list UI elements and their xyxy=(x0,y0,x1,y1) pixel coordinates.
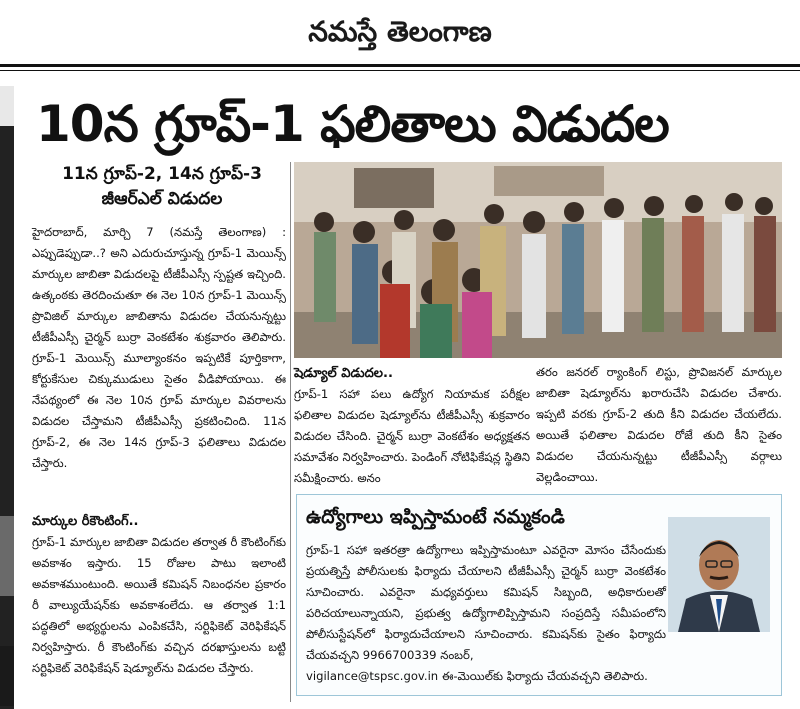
subhead-line: జీఆర్‌ఎల్ విడుదల xyxy=(101,189,223,209)
schedule-heading: షెడ్యూల్ విడుదల.. xyxy=(294,366,393,381)
masthead-rule xyxy=(0,64,800,67)
section-heading: మార్కుల రీకౌంటింగ్.. xyxy=(32,514,139,529)
column-divider xyxy=(290,162,291,702)
strip-block xyxy=(0,86,14,126)
masthead-title: నమస్తే తెలంగాణ xyxy=(308,15,492,48)
section-body: గ్రూప్-1 మార్కుల జాబితా విడుదల తర్వాత రీ కౌంటింగ్‌కు అవకాశం ఇస్తారు. 15 రోజుల పాటు ఇలాంటి అవకాశముంటుంది. అయితే కమిషన్ నిబంధనల ప్రకారం రీ వాల్యుయేషన్‌కు అవకాశంలేదు. ఆ తర్వాత 1:1 పద్ధతిలో అభ్యర్థులను ఎంపికచేసి, సర్టిఫికెట్ వెరిఫికేషన్ నిర్వహిస్తారు. రీ కౌంటింగ్‌కు వచ్చిన దరఖాస్తులను బట్టి సర్టిఫికెట్ వెరిఫికేషన్ షెడ్యూల్‌ను విడుదల చేస్తారు. xyxy=(32,535,286,675)
crowd-photo-illustration xyxy=(294,162,782,358)
portrait-illustration xyxy=(668,517,770,632)
notice-box-title: ఉద్యోగాలు ఇప్పిస్తామంటే నమ్మకండి xyxy=(306,506,565,528)
strip-block xyxy=(0,516,14,596)
article-intro: హైదరాబాద్, మార్చి 7 (నమస్తే తెలంగాణ) : ఎప్పుడెప్పుడా..? అని ఎదురుచూస్తున్న గ్రూప్-1 మెయిన్స్ మార్కుల జాబితా విడుదలపై టీజీపీఎస్సీ స్పష్టత ఇచ్చింది. ఉత్కంఠకు తెరదించుతూ ఈ నెల 10న గ్రూప్-1 మెయిన్స్ ప్రొవిజిల్ మార్కుల జాబితాను విడుదల చేయనున్నట్టు టీజీపీఎస్సీ చైర్మన్ బుర్రా వెంకటేశం శుక్రవారం తెలిపారు. గ్రూప్-1 మెయిన్స్ మూల్యాంకనం ఇప్పటికే పూర్తికాగా, కోర్టుకేసుల చిక్కుముడులు సైతం వీడిపోయాయి. ఈ నేపథ్యంలో ఈ నెల 10న గ్రూప్ మార్కుల వివరాలను విడుదల చేస్తామని టీజీపీఎస్సీ ప్రకటించింది. 11న గ్రూప్-2, ఈ నెల 14న గ్రూప్-3 ఫలితాలు విడుదల చేస్తారు. xyxy=(32,225,286,470)
subhead-line: 11న గ్రూప్-2, 14న గ్రూప్-3 xyxy=(62,164,262,184)
adjacent-column-strip xyxy=(0,86,14,709)
chairman-portrait xyxy=(668,517,770,632)
notice-box-body: గ్రూప్-1 సహా ఇతరత్రా ఉద్యోగాలు ఇప్పిస్తామంటూ ఎవరైనా మోసం చేసేందుకు ప్రయత్నిస్తే పోలీసులకు ఫిర్యాదు చేయాలని టీజీపీఎస్సీ చైర్మన్ బుర్రా వెంకటేశం సూచించారు. ఎవరైనా మధ్యవర్తులు కమిషన్ సిబ్బంది, అధికారులతో పరిచయాలున్నాయని, ప్రభుత్వ ఉద్యోగాలిప్పిస్తామని సంప్రదిస్తే సమీపంలోని పోలీసుస్టేషన్‌లో ఫిర్యాదుచేయాలని సూచించారు. కమిషన్‌కు సైతం ఫిర్యాదు చేయవచ్చని 9966700339 నంబర్, xyxy=(306,543,666,662)
notice-box-contact: vigilance@tspsc.gov.in ఈ-మెయిల్‌కు ఫిర్యాదు చేయవచ్చని తెలిపారు. xyxy=(306,669,648,683)
strip-block xyxy=(0,646,14,706)
masthead-rule-thin xyxy=(0,70,800,71)
headline: 10న గ్రూప్-1 ఫలితాలు విడుదల xyxy=(36,95,669,153)
schedule-body-continued: తరం జనరల్ ర్యాంకింగ్ లిస్టు, ప్రొవిజనల్ మార్కుల జాబితా షెడ్యూల్‌ను ఖరారుచేసి విడుదల చేశారు. ఇప్పటి వరకు గ్రూప్-2 తుది కీని విడుదల చేయలేదు. అయితే ఫలితాల విడుదల రోజే తుది కీని సైతం విడుదల చేయనున్నట్టు టీజీపీఎస్సీ వర్గాలు వెల్లడించాయి. xyxy=(536,365,782,484)
news-photo xyxy=(294,162,782,358)
schedule-body: గ్రూప్-1 సహా పలు ఉద్యోగ నియామక పరీక్షల ఫలితాల విడుదల షెడ్యూల్‌ను టీజీపీఎస్సీ శుక్రవారం విడుదల చేసింది. చైర్మన్ బుర్రా వెంకటేశం అధ్యక్షతన సమావేశం నిర్వహించారు. పెండింగ్ నోటిఫికేషన్ల స్థితిని సమీక్షించారు. అనం xyxy=(294,387,530,485)
subheadline xyxy=(32,162,292,212)
